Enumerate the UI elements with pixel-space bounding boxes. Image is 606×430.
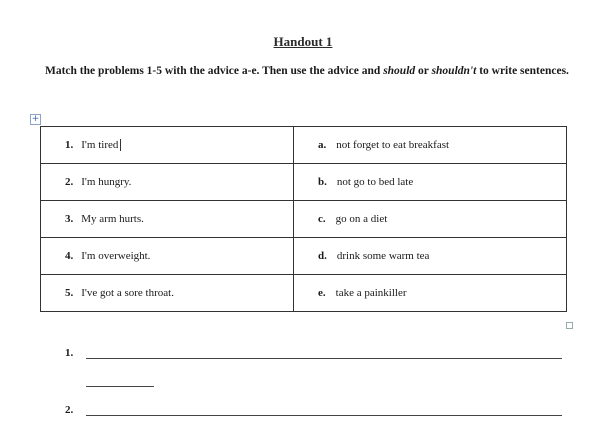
advice-cell[interactable]	[294, 201, 567, 238]
instructions-should: should	[383, 65, 416, 77]
problem-number: 3.	[65, 213, 74, 225]
table-row	[41, 275, 567, 312]
problem-text: I've got a sore throat.	[81, 287, 174, 299]
advice-cell[interactable]	[294, 275, 567, 312]
page-title: Handout 1	[273, 34, 333, 49]
advice-letter: d.	[318, 250, 327, 262]
matching-table	[40, 126, 567, 312]
advice-text: go on a diet	[335, 213, 388, 225]
problem-cell[interactable]	[41, 275, 294, 312]
table-row	[41, 127, 567, 164]
advice-text: not go to bed late	[336, 176, 414, 188]
advice-letter: c.	[318, 213, 326, 225]
move-handle-icon[interactable]: +	[31, 114, 40, 124]
problem-text: My arm hurts.	[81, 213, 144, 225]
problem-number: 2.	[65, 176, 74, 188]
advice-text: take a painkiller	[335, 287, 407, 299]
instructions-part1: Match the problems 1-5 with the advice a-e. Then use the advice and	[45, 65, 384, 77]
advice-letter: b.	[318, 176, 327, 188]
table-resize-handle-icon[interactable]	[566, 322, 573, 329]
problem-cell[interactable]	[41, 127, 294, 164]
instructions-or: or	[415, 65, 432, 77]
advice-cell[interactable]	[294, 164, 567, 201]
advice-letter: e.	[318, 287, 326, 299]
advice-text: drink some warm tea	[336, 250, 430, 262]
problem-cell[interactable]	[41, 238, 294, 275]
answer-line-continuation[interactable]	[86, 386, 154, 387]
table-row	[41, 201, 567, 238]
text-cursor-icon	[120, 139, 121, 151]
problem-number: 5.	[65, 287, 74, 299]
advice-letter: a.	[318, 139, 327, 151]
answer-number-1: 1.	[65, 347, 74, 359]
problem-text: I'm hungry.	[81, 176, 132, 188]
answer-line[interactable]	[86, 415, 562, 416]
instructions-shouldnt: shouldn't	[431, 65, 477, 77]
problem-number: 1.	[65, 138, 74, 151]
advice-cell[interactable]	[294, 127, 567, 164]
advice-cell[interactable]	[294, 238, 567, 275]
instructions-part2: to write sentences.	[476, 65, 569, 77]
problem-number: 4.	[65, 250, 74, 262]
table-row	[41, 164, 567, 201]
problem-cell[interactable]	[41, 164, 294, 201]
advice-text: not forget to eat breakfast	[336, 139, 450, 151]
problem-text: I'm tired	[81, 138, 119, 151]
answer-line[interactable]	[86, 358, 562, 359]
table-row	[41, 238, 567, 275]
answer-number-2: 2.	[65, 404, 74, 416]
problem-text: I'm overweight.	[81, 250, 151, 262]
problem-cell[interactable]	[41, 201, 294, 238]
instructions	[45, 63, 575, 80]
